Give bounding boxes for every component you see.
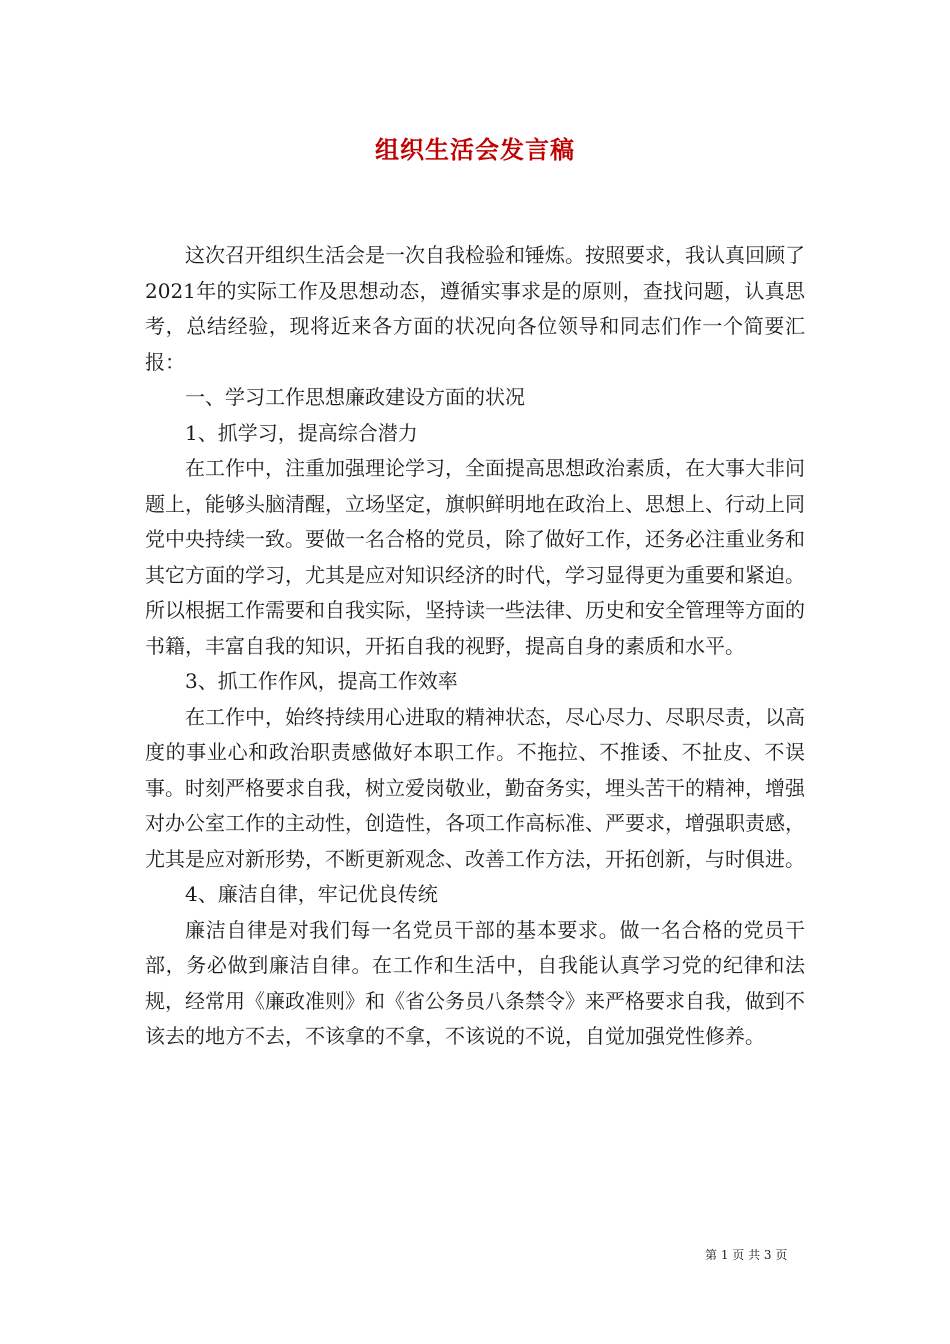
- study-paragraph: 在工作中，注重加强理论学习，全面提高思想政治素质，在大事大非问题上，能够头脑清醒，立场坚定，旗帜鲜明地在政治上、思想上、行动上同党中央持续一致。要做一名合格的党员，除了做好工作，还务必注重业务和其它方面的学习，尤其是应对知识经济的时代，学习显得更为重要和紧迫。所以根据工作需要和自我实际，坚持读一些法律、历史和安全管理等方面的书籍，丰富自我的知识，开拓自我的视野，提高自身的素质和水平。: [145, 456, 805, 658]
- integrity-paragraph: 廉洁自律是对我们每一名党员干部的基本要求。做一名合格的党员干部，务必做到廉洁自律。在工作和生活中，自我能认真学习党的纪律和法规，经常用《廉政准则》和《省公务员八条禁令》来严格要求自我，做到不该去的地方不去，不该拿的不拿，不该说的不说，自觉加强党性修养。: [145, 917, 805, 1048]
- document-body: [145, 238, 805, 1055]
- work-style-paragraph: 在工作中，始终持续用心进取的精神状态，尽心尽力、尽职尽责，以高度的事业心和政治职责感做好本职工作。不拖拉、不推诿、不扯皮、不误事。时刻严格要求自我，树立爱岗敬业，勤奋务实，埋头苦干的精神，增强对办公室工作的主动性，创造性，各项工作高标准、严要求，增强职责感，尤其是应对新形势，不断更新观念、改善工作方法，开拓创新，与时俱进。: [145, 704, 805, 871]
- section-heading: 一、学习工作思想廉政建设方面的状况: [185, 385, 525, 409]
- subheading-study: 1、抓学习，提高综合潜力: [185, 420, 418, 445]
- subheading-integrity: 4、廉洁自律，牢记优良传统: [185, 882, 438, 906]
- subheading-work-style: 3、抓工作作风，提高工作效率: [185, 669, 458, 693]
- page-number: 第 1 页 共 3 页: [705, 1248, 788, 1262]
- intro-paragraph: 这次召开组织生活会是一次自我检验和锤炼。按照要求，我认真回顾了2021年的实际工作及思想动态，遵循实事求是的原则，查找问题，认真思考，总结经验，现将近来各方面的状况向各位领导和同志们作一个简要汇报：: [145, 243, 805, 374]
- document-title: 组织生活会发言稿: [375, 135, 575, 164]
